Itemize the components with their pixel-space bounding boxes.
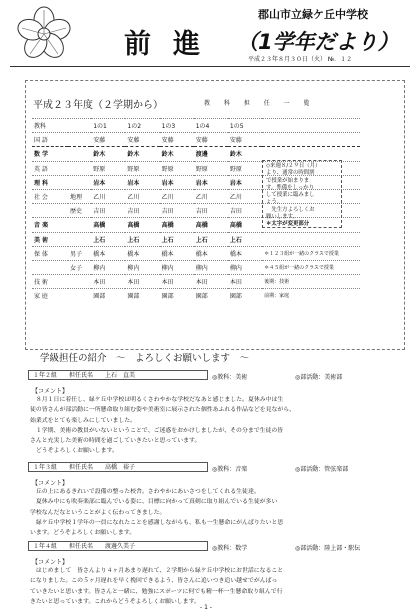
table-row xyxy=(32,133,360,147)
table-cell: 吉田 xyxy=(194,204,228,218)
comment-line: １学期、美術の教員がいないということで、ご迷惑をおかけしましたが、その分まで生徒の皆 xyxy=(30,427,284,434)
table-cell: 柳内 xyxy=(160,260,194,274)
table-cell xyxy=(68,275,91,289)
table-cell: 柳内 xyxy=(228,260,262,274)
staff-table-title: 教 科 担 任 一 覧 xyxy=(204,100,316,107)
table-cell: 岩本 xyxy=(91,175,125,189)
notice-line: ◇来週８/２９日（月） xyxy=(266,163,321,169)
table-cell: 岩本 xyxy=(194,175,228,189)
table-header-row xyxy=(32,119,360,133)
table-cell: 園部 xyxy=(125,289,159,303)
table-cell: 上石 xyxy=(194,232,228,246)
table-cell: 男子 xyxy=(68,246,91,260)
notice-line: ＊太字が変更部分 xyxy=(266,221,310,228)
table-cell xyxy=(68,175,91,189)
teacher-subject: ◎教科：音楽 xyxy=(212,466,248,473)
comment-line: います。どうぞよろしくお願いします。 xyxy=(30,530,136,537)
table-cell: 安藤 xyxy=(125,133,159,147)
table-cell: 野原 xyxy=(125,161,159,175)
table-cell: 高橋 xyxy=(194,218,228,232)
table-cell: 園部 xyxy=(160,289,194,303)
table-cell: 乙川 xyxy=(194,189,228,203)
school-name: 郡山市立緑ケ丘中学校 xyxy=(258,8,368,21)
table-cell: 橋本 xyxy=(160,246,194,260)
table-cell: 渡邊 xyxy=(194,147,228,161)
table-cell: 美 術 xyxy=(32,232,68,246)
teacher-comment xyxy=(30,395,402,457)
table-cell: 柳内 xyxy=(194,260,228,274)
comment-label: 【コメント】 xyxy=(32,388,69,395)
table-cell: 高橋 xyxy=(91,218,125,232)
table-cell: 鈴木 xyxy=(228,147,262,161)
schedule-notice xyxy=(262,160,342,228)
table-cell: 乙川 xyxy=(228,189,262,203)
table-cell: 上石 xyxy=(160,232,194,246)
teacher-subject: ◎教科：数学 xyxy=(212,545,248,552)
notice-line: で授業が始まりま xyxy=(266,177,310,184)
table-cell xyxy=(68,133,91,147)
table-cell: 高橋 xyxy=(228,218,262,232)
teacher-club: ◎部活動：管弦楽部 xyxy=(295,466,349,473)
class-teacher-label: １年４組 担任氏名 渡邊久美子 xyxy=(28,541,208,551)
table-cell: 上石 xyxy=(91,232,125,246)
table-cell: 橋本 xyxy=(228,246,262,260)
table-cell xyxy=(68,289,91,303)
column-header: 教科 xyxy=(32,119,68,133)
table-row xyxy=(32,289,360,303)
teacher-intro-heading: 学級担任の紹介 ～ よろしくお願いします ～ xyxy=(40,353,250,364)
table-cell: 岩本 xyxy=(125,175,159,189)
table-cell: 野原 xyxy=(228,161,262,175)
table-cell: 本田 xyxy=(228,275,262,289)
column-header: 1の5 xyxy=(228,119,262,133)
class-teacher-label: １年３組 担任氏名 高橋 裕子 xyxy=(28,462,208,472)
table-cell: 英 語 xyxy=(32,161,68,175)
table-cell: 保 体 xyxy=(32,246,68,260)
table-cell: 地理 xyxy=(68,189,91,203)
teacher-club: ◎部活動：美術部 xyxy=(295,374,343,381)
comment-line: 緑ケ丘中学校１学年の一員になれたことを感謝しながらも、私も一生懸命にがんばりたいと思 xyxy=(30,519,284,526)
table-cell: 安藤 xyxy=(160,133,194,147)
table-cell xyxy=(32,260,68,274)
table-row xyxy=(32,275,360,289)
table-cell: 岩本 xyxy=(160,175,194,189)
notice-line: より、通常の時間割 xyxy=(266,170,315,177)
table-row xyxy=(32,246,360,260)
table-cell: 前期：家庭 xyxy=(262,289,360,303)
table-cell: 園部 xyxy=(194,289,228,303)
table-cell xyxy=(262,133,360,147)
notice-line: す。準備をしっかり xyxy=(266,184,315,191)
table-cell xyxy=(68,161,91,175)
class-teacher-label: １年２組 担任氏名 上石 直美 xyxy=(28,370,208,380)
table-cell: 本田 xyxy=(91,275,125,289)
comment-line: 徒の皆さんが部活動に一所懸命取り組む姿や美術室に展示された個性あふれる作品などを見ながら、 xyxy=(30,407,296,414)
table-cell: 国 語 xyxy=(32,133,68,147)
table-cell: 乙川 xyxy=(160,189,194,203)
table-cell: 社 会 xyxy=(32,189,68,203)
column-header: 1の2 xyxy=(125,119,159,133)
notice-line: 願いします。 xyxy=(266,214,298,221)
table-cell: 後期：技術 xyxy=(262,275,360,289)
comment-line: はじめまして 皆さんより４ヶ月あまり遅れて、２学期から緑ケ丘中学校にお世話になること xyxy=(30,568,284,574)
table-cell: 野原 xyxy=(194,161,228,175)
table-cell: 吉田 xyxy=(125,204,159,218)
staff-section-title: 平成２３年度（２学期から） xyxy=(33,100,163,111)
comment-label: 【コメント】 xyxy=(32,480,69,487)
header-divider xyxy=(10,66,410,67)
comment-line: になりました。この５ヶ月遅れを早く挽回できるよう、皆さんに追いつき追い越せでがんばっ xyxy=(30,578,278,585)
table-cell: 安藤 xyxy=(91,133,125,147)
table-cell: 野原 xyxy=(160,161,194,175)
table-cell: 吉田 xyxy=(228,204,262,218)
table-cell: 安藤 xyxy=(194,133,228,147)
table-row xyxy=(32,260,360,274)
table-cell: 安藤 xyxy=(228,133,262,147)
column-header: 1の4 xyxy=(194,119,228,133)
comment-line: ８月１日に着任し、緑ケ丘中学校は明るくさわやかな学校だなあと感じました。夏休み中は生 xyxy=(30,397,284,403)
table-cell: 吉田 xyxy=(91,204,125,218)
table-cell: 園部 xyxy=(228,289,262,303)
table-cell xyxy=(32,204,68,218)
column-header xyxy=(262,119,360,133)
teacher-comment xyxy=(30,487,402,538)
table-cell: 橋本 xyxy=(91,246,125,260)
table-cell: 数 学 xyxy=(32,147,68,161)
table-cell: 岩本 xyxy=(228,175,262,189)
comment-line: きたいと思っています。これからどうぞよろしくお願いします。 xyxy=(30,598,200,605)
table-cell: 理 科 xyxy=(32,175,68,189)
table-cell: 上石 xyxy=(125,232,159,246)
comment-line: さんと充実した美術の時間を過ごしていきたいと思っています。 xyxy=(30,438,201,445)
comment-line: 始業式をとても楽しみにしていました。 xyxy=(30,417,137,424)
notice-line: ょう。 xyxy=(266,199,283,206)
table-cell: 音 楽 xyxy=(32,218,68,232)
column-header xyxy=(68,119,91,133)
table-cell: 乙川 xyxy=(125,189,159,203)
teacher-subject: ◎教科：美術 xyxy=(212,374,248,381)
comment-line: 丘の上にあるきれいで設備の整った校舎。さわやかにあいさつをしてくれる生徒達。 xyxy=(30,489,260,495)
table-cell: ＊４５組が一緒のクラスで授業 xyxy=(262,260,360,274)
teacher-club: ◎部活動：陸上部・駅伝 xyxy=(295,545,361,552)
column-header: 1の1 xyxy=(91,119,125,133)
table-row xyxy=(32,147,360,161)
table-cell: ＊１２３組が一緒のクラスで授業 xyxy=(262,246,360,260)
table-cell: 吉田 xyxy=(160,204,194,218)
column-header: 1の3 xyxy=(160,119,194,133)
table-cell: 女子 xyxy=(68,260,91,274)
table-cell xyxy=(68,232,91,246)
table-cell: 本田 xyxy=(160,275,194,289)
table-cell: 上石 xyxy=(228,232,262,246)
table-cell xyxy=(262,232,360,246)
table-cell: 家 庭 xyxy=(32,289,68,303)
newsletter-title: 前進 xyxy=(124,29,222,60)
table-cell: 高橋 xyxy=(125,218,159,232)
table-cell xyxy=(68,147,91,161)
table-cell: 柳内 xyxy=(91,260,125,274)
comment-label: 【コメント】 xyxy=(32,559,69,566)
table-cell: 橋本 xyxy=(194,246,228,260)
page-number: - 1 - xyxy=(200,604,212,611)
comment-line: ていきたいと思います。皆さんと一緒に、勉強にスポーツに何でも精一杯一生懸命取り組んで行 xyxy=(30,588,283,595)
table-cell: 高橋 xyxy=(160,218,194,232)
table-cell xyxy=(68,218,91,232)
notice-line: して授業に臨みまし xyxy=(266,192,315,199)
comment-line: 学校なんだなということがよく伝わってきました。 xyxy=(30,509,166,516)
table-cell: 鈴木 xyxy=(91,147,125,161)
notice-line: 先生方よろしくお xyxy=(266,206,315,213)
table-cell: 本田 xyxy=(194,275,228,289)
table-cell: 野原 xyxy=(91,161,125,175)
comment-line: どうぞよろしくお願いします。 xyxy=(30,448,118,455)
table-cell: 橋本 xyxy=(125,246,159,260)
table-cell: 柳内 xyxy=(125,260,159,274)
table-cell: 乙川 xyxy=(91,189,125,203)
table-cell: 本田 xyxy=(125,275,159,289)
teacher-comment xyxy=(30,566,402,607)
table-cell: 鈴木 xyxy=(160,147,194,161)
table-cell xyxy=(262,147,360,161)
newsletter-subtitle: （1学年だより） xyxy=(237,30,399,54)
issue-date: 平成２３年８月３０日（火） №．１２ xyxy=(248,56,353,63)
table-cell: 鈴木 xyxy=(125,147,159,161)
comment-line: 夏休み中にも吹奏楽部に臨んでいる姿に、目標に向かって真剣に取り組んでいる生徒が多い xyxy=(30,499,278,506)
table-row xyxy=(32,232,360,246)
table-cell: 園部 xyxy=(91,289,125,303)
table-cell: 歴史 xyxy=(68,204,91,218)
flower-logo-icon xyxy=(14,4,74,64)
table-cell: 技 術 xyxy=(32,275,68,289)
